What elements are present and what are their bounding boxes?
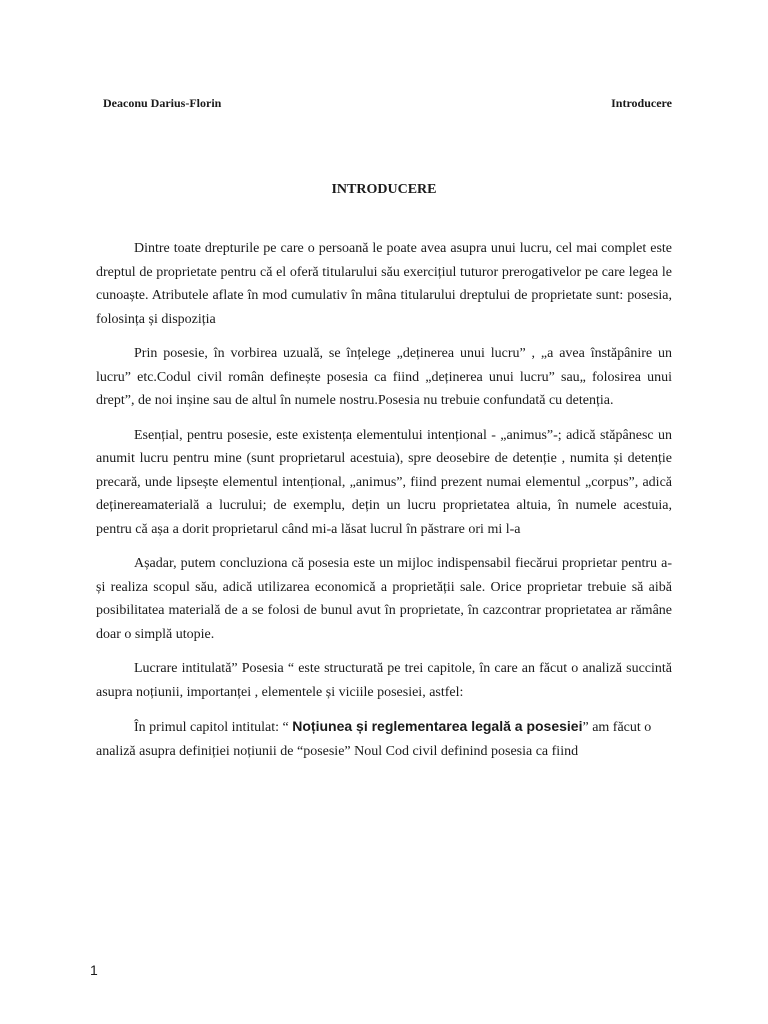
paragraph-3: Esențial, pentru posesie, este existența elementului intențional - „animus”-; adică stăpânesc un anumit lucru pentru mine (sunt proprietarul acestuia), spre deosebire de detenție , numita și detenție precară, unde lipsește elementul intențional, „animus”, fiind prezent numai elementul „corpus”, adică deținereamaterială a lucrului; de exemplu, dețin un lucru proprietatea altuia, în numele acestuia, pentru că așa a dorit proprietarul când mi-a lăsat lucrul în păstrare ori mi l-a <box>96 427 672 537</box>
header-author: Deaconu Darius-Florin <box>103 96 222 110</box>
paragraph-6-intro: În primul capitol intitulat: “ <box>134 720 293 735</box>
paragraph-1: Dintre toate drepturile pe care o persoană le poate avea asupra unui lucru, cel mai complet este dreptul de proprietate pentru că el oferă titularului său exercițiul tuturor prerogativelor pe care legea le cunoaște. Atributele aflate în mod cumulativ în mâna titularului dreptului de proprietate sunt: posesia, folosința și dispoziția <box>96 241 672 327</box>
paragraph-2: Prin posesie, în vorbirea uzuală, se înțelege „deținerea unui lucru” , „a avea înstăpânire un lucru” etc.Codul civil român definește posesia ca fiind „deținerea unui lucru” sau„ folosirea unui drept”, de noi inșine sau de altul în numele nostru.Posesia nu trebuie confundată cu detenția. <box>96 346 672 408</box>
chapter-title-bold: Noțiunea și reglementarea legală a posesiei <box>292 718 583 734</box>
paragraph-6-rest: ” am făcut o analiză asupra definiției noțiunii de “posesie” Noul Cod civil definind posesia ca fiind <box>96 720 652 759</box>
header-section-title: Introducere <box>611 96 672 110</box>
paragraph-5: Lucrare intitulată” Posesia “ este structurată pe trei capitole, în care an făcut o analiză succintă asupra noțiunii, importanței , elementele și viciile posesiei, astfel: <box>96 661 672 700</box>
page-number: 1 <box>90 962 98 978</box>
paragraph-4: Așadar, putem concluziona că posesia este un mijloc indispensabil fiecărui proprietar pentru a-și realiza scopul său, adică utilizarea economică a proprietății sale. Orice proprietar trebuie să aibă posibilitatea materială de a se folosi de bunul avut în proprietate, în cazcontrar proprietatea ar rămâne doar o simplă utopie. <box>96 556 672 642</box>
document-body <box>96 237 672 774</box>
page-title: INTRODUCERE <box>331 182 437 197</box>
paragraph-6 <box>96 715 672 763</box>
